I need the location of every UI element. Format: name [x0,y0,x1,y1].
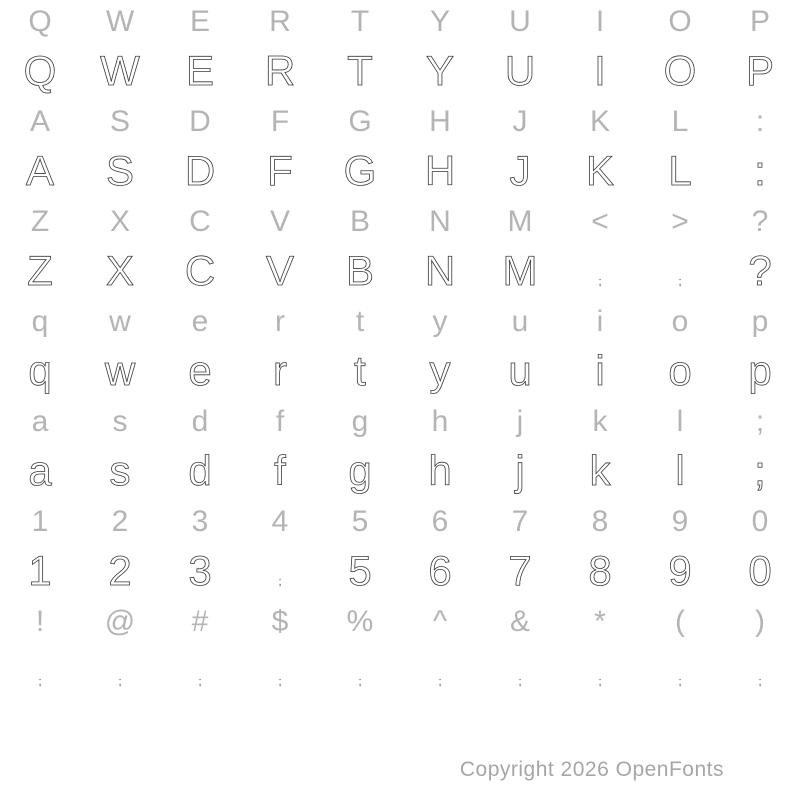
preview-char: f [274,447,286,494]
reference-char: D [189,105,211,138]
reference-char: P [749,5,770,38]
preview-char: F [267,147,293,194]
reference-char: & [509,605,530,638]
preview-char: k [589,447,611,494]
reference-char: o [671,305,689,338]
reference-char: e [191,305,209,338]
reference-char: T [350,5,370,38]
reference-char: 8 [591,505,609,538]
reference-row [0,507,800,537]
reference-char: K [589,105,610,138]
reference-char: 2 [111,505,129,538]
preview-char: a [28,447,52,494]
reference-char: ) [755,605,765,638]
preview-char: Z [27,247,53,294]
preview-char: 2 [108,547,132,594]
reference-row [0,7,800,37]
preview-char: 6 [428,547,452,594]
preview-char: P [745,47,774,94]
preview-char: 9 [668,547,692,594]
reference-char: B [349,205,370,238]
missing-glyph-mark: ; [278,676,282,688]
preview-char: w [104,347,136,394]
preview-char: 5 [348,547,372,594]
reference-char: % [346,605,374,638]
missing-glyph-mark: ; [678,276,682,288]
preview-char: G [343,147,377,194]
reference-char: H [429,105,451,138]
reference-char: $ [271,605,289,638]
missing-glyph-mark: ; [758,676,762,688]
preview-char: M [502,247,538,294]
preview-char: g [348,447,372,494]
reference-char: : [755,105,765,138]
preview-char: I [594,47,606,94]
reference-char: 7 [511,505,529,538]
missing-glyph-mark: ; [518,676,522,688]
reference-char: < [591,205,609,238]
preview-char: X [105,247,134,294]
reference-char: t [355,305,365,338]
preview-char: Y [425,47,454,94]
reference-char: p [751,305,769,338]
preview-char: 7 [508,547,532,594]
preview-char: E [185,47,214,94]
reference-char: ! [35,605,45,638]
reference-char: ^ [432,605,448,638]
reference-char: Y [429,5,450,38]
preview-char: ? [748,247,772,294]
preview-row [0,247,800,294]
preview-char: t [354,347,366,394]
missing-glyph-mark: ; [598,276,602,288]
reference-char: w [109,305,131,338]
preview-char: S [105,147,134,194]
missing-glyph-mark: ; [118,676,122,688]
preview-char: i [595,347,605,394]
reference-char: r [275,305,285,338]
preview-char: r [273,347,287,394]
reference-char: d [191,405,209,438]
preview-char: h [428,447,452,494]
preview-char: H [424,147,456,194]
missing-glyph-mark: ; [358,676,362,688]
reference-char: 6 [431,505,449,538]
preview-char: 8 [588,547,612,594]
reference-row [0,207,800,237]
reference-row [0,307,800,337]
missing-glyph-mark: ; [598,676,602,688]
reference-char: F [270,105,290,138]
preview-char: J [509,147,531,194]
preview-row [0,650,800,692]
reference-char: M [507,205,533,238]
reference-char: I [595,5,605,38]
reference-char: f [275,405,285,438]
missing-glyph-mark: ; [438,676,442,688]
reference-char: W [105,5,135,38]
reference-char: 9 [671,505,689,538]
reference-char: l [676,405,684,438]
preview-char: Q [23,47,57,94]
preview-char: p [748,347,772,394]
reference-char: j [516,405,524,438]
reference-char: 5 [351,505,369,538]
reference-char: Z [30,205,50,238]
reference-char: U [509,5,531,38]
preview-char: K [585,147,614,194]
preview-char: u [508,347,532,394]
preview-char: B [345,247,374,294]
preview-char: j [515,447,525,494]
reference-char: h [431,405,449,438]
reference-char: E [189,5,210,38]
reference-char: 1 [31,505,49,538]
reference-char: k [592,405,608,438]
preview-row [0,47,800,94]
missing-glyph-mark: ; [278,576,282,588]
reference-char: # [191,605,209,638]
reference-char: G [348,105,372,138]
missing-glyph-mark: ; [38,676,42,688]
preview-char: e [188,347,212,394]
preview-row [0,147,800,194]
preview-char: d [188,447,212,494]
preview-char: O [663,47,697,94]
preview-row [0,447,800,494]
preview-char: o [668,347,692,394]
copyright-text: Copyright 2026 OpenFonts [459,758,724,781]
reference-char: g [351,405,369,438]
missing-glyph-mark: ; [198,676,202,688]
preview-char: y [429,347,451,394]
reference-char: u [511,305,529,338]
preview-char: l [675,447,685,494]
preview-char: A [25,147,54,194]
reference-char: Q [28,5,52,38]
reference-row [0,107,800,137]
preview-char: s [109,447,131,494]
preview-row [0,547,800,594]
reference-char: * [594,605,606,638]
preview-char: 1 [28,547,52,594]
reference-char: s [112,405,128,438]
reference-char: C [189,205,211,238]
reference-char: R [269,5,291,38]
preview-char: W [100,47,140,94]
preview-char: 0 [748,547,772,594]
preview-char: U [504,47,536,94]
reference-char: V [269,205,290,238]
reference-char: a [31,405,49,438]
preview-char: T [347,47,373,94]
reference-char: i [596,305,604,338]
preview-char: : [754,147,766,194]
reference-char: q [31,305,49,338]
reference-char: L [671,105,689,138]
preview-char: ; [754,447,766,494]
reference-char: S [109,105,130,138]
reference-char: 3 [191,505,209,538]
reference-row [0,607,800,637]
preview-char: L [668,147,692,194]
preview-char: q [28,347,52,394]
preview-char: N [424,247,456,294]
reference-char: J [512,105,528,138]
missing-glyph-mark: ; [678,676,682,688]
reference-char: ; [755,405,765,438]
preview-row [0,347,800,394]
reference-char: ( [675,605,685,638]
preview-char: V [265,247,294,294]
reference-char: A [29,105,50,138]
reference-char: X [109,205,130,238]
reference-char: N [429,205,451,238]
reference-char: y [432,305,448,338]
preview-char: 3 [188,547,212,594]
reference-char: @ [104,605,136,638]
preview-char: C [184,247,216,294]
reference-char: ? [751,205,769,238]
reference-char: 4 [271,505,289,538]
preview-char: R [264,47,296,94]
reference-char: > [671,205,689,238]
preview-char: D [184,147,216,194]
reference-row [0,407,800,437]
reference-char: O [668,5,692,38]
reference-char: 0 [751,505,769,538]
